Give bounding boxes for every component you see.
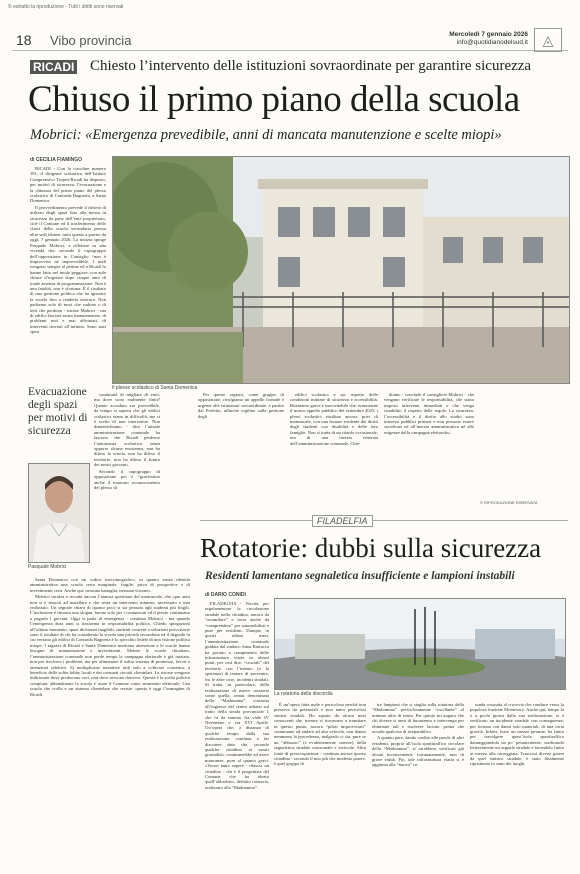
article2-column-4 bbox=[470, 702, 564, 863]
section-title: Vibo provincia bbox=[50, 33, 132, 48]
article1-headline: Chiuso il primo piano della scuola bbox=[28, 79, 520, 120]
article2-byline: di DARIO CONIDI bbox=[205, 592, 246, 598]
article2-headline: Rotatorie: dubbi sulla sicurezza bbox=[200, 533, 542, 563]
article1-column-6 bbox=[384, 392, 474, 508]
newspaper-logo-icon: ◬ bbox=[534, 28, 562, 52]
paragraph: FILADELFIA - Novità, per regolamentare la circolazione stradale nella cittadina, ancora da “assimilare” e forse anche da “comprendere” per automobilisti e pure per residenti. Dunque, in questi ultimi mesi, l’amministrazione comunale guidata dal sindaco Anna Bartucca ha portato a compimento delle infrastrutture viarie in alcuni punti, per così dire, “cruciali” del territorio con l’intento (o la speranza) di tentare di prevenire, fra le altre cose, incidenti stradali. Si tratta, in particolare, della realizzazione di nuove rotatorie come quella, ormai denominata della “Madonnina”, costruita all’ingresso del centro urbano sul tratto della strada provinciale 1 che fa da innesto fra viale IV Novembre e via XVI Aprile. Un’opera che, a distanza di qualche tempo dalla sua realizzazione, continua a far discutere dato che, secondo qualche cittadino ai nostri giornalisti, continuerebbe ad avere mancanze, pure al quanto gravi. «Vorrei tanto sapere - rilascia un cittadino - chi è il progettista del Comune che ha ideato quell’obbrobrio, definito rotatoria, realizzato alla “Madonnina”. bbox=[205, 601, 269, 790]
article1-column-2 bbox=[94, 392, 160, 574]
article1-column-1 bbox=[30, 166, 106, 382]
paragraph: edifici scolastici e sui rispetto delle condizioni minime di sicurezza e accessibilità. Riteniamo grave e inaccettabile che, nonostante il nostro appello pubblico del settembre 2025, i plessi scolastici risultino ancora privi di montascale, con una lesione evidente dei diritti degli studenti con disabilità e delle loro famiglie. Non si tratta di un ritardo occasionale, ma di una inerzia reiterata dell’amministrazione comunale. Chie- bbox=[290, 392, 378, 446]
article1-column-3 bbox=[30, 577, 190, 867]
paragraph: diamo - conclude il consigliere Mobrici - che vengano verificate le responsabilità, che siano imposti interventi immediati e che venga ristabilito il rispetto delle regole. La sicurezza, l’accessibilità e il diritto allo studio sono interessi pubblici primari e non possono essere sacrificati né all’inerzia amministrativa né alle esigenze della campagna elettorale». bbox=[384, 392, 474, 435]
person-portrait-icon bbox=[29, 464, 89, 562]
article1-subheadline: Mobrici: «Emergenza prevedibile, anni di mancata manutenzione e scelte miopi» bbox=[30, 127, 502, 143]
article2-column-1 bbox=[205, 601, 269, 863]
article1-column-5 bbox=[290, 392, 378, 508]
article2-column-2 bbox=[274, 702, 366, 863]
article1-overline: Chiesto l’intervento delle istituzioni sovraordinate per garantire sicurezza bbox=[90, 58, 532, 74]
article2-kicker: FILADELFIA bbox=[312, 515, 373, 527]
issue-date: Mercoledì 7 gennaio 2026 bbox=[449, 31, 528, 38]
article2-subheadline: Residenti lamentano segnaletica insufficiente e lampioni instabili bbox=[205, 570, 515, 582]
roundabout-illustration bbox=[275, 599, 565, 689]
paragraph: continuità di migliaia di euro, ma dove sono realmente finiti? Quanto accaduto era prevedibile, da tempo si sapeva che gli edifici scolastici erano in difficoltà, ma si è scelto di non intervenire. Non dimentichiamo - dice l’attuale amministrazione comunale ha lasciato che Ricadi perdesse l’autonomia scolastica senza opporre alcuna resistenza, non ha difeso la scuola, non ha difeso il territorio, non ha difeso il futuro dei nostri giovani». bbox=[94, 392, 160, 468]
paragraph: Mobrici incalza e ricorda ancora l’annosa questione del montascale, che «per anni non si è riusciti ad installare e che resta un intervento minimo, necessario e mai realizzato. Un segnale chiaro di quanto poco si sia pensato agli studenti più fragili. L’inclusione è rimasta uno slogan, buono solo per i comunicati ed il presto continuano a pagarlo i giovani. Oggi si parla di emergenza - continua Mobrici - ma quando l’emergenza dura anni si trasforma in responsabilità politica. Chiedo spiegazioni all’ultimo momento, spazi dichiarati inagibili, studenti costretti a soluzioni provvisorie sono il risultato di chi ha considerato la scuola una priorità secondaria ed il degrado in cui versano gli edifici di Contrada Bagnería è lo specchio fedele di una visione politica miope. I ragazzi di Ricadi e Santa Domenica meritano attenzione e le scuole hanno bisogno di manutenzione e investimenti. Mentre le scuole chiudono, l’amministrazione comunale non perde tempo la campagna elettorale è già iniziata, non per risolvere i problemi, ma per alimentare il solito sistema di promesse, favori e attenzioni selettive. Si moltiplicano iniziative utili solo a coltivare consenso, a beneficio delle solite lobby locali e dei consueti circuiti clientelari. Le risorse vengono indirizzate dove producono voti, non dove servono davvero. Questa è la scelta politica compiuta: abbandonare la scuola e usare il Comune come strumento elettorale. Una scuola che crolla e un sistema clientelare che resiste: questa è oggi l’immagine di Ricadi. bbox=[30, 594, 190, 697]
paragraph: RICADI - Con la circolare numero 181, il dirigente scolastico dell’Istituto Comprensivo Tropea-Ricadi ha disposto, per motivi di sicurezza, l’evacuazione e la chiusura del primo piano del plesso scolastico di Contrada Bagnería, a Santa Domenica. bbox=[30, 166, 106, 204]
masthead-date-block bbox=[449, 31, 528, 47]
pull-quote: Evacuazione degli spazi per motivi di sicurezza bbox=[28, 386, 88, 437]
paragraph: tre lampioni che si staglia sulla rotatoria della “Madonnina” pericolosamente “oscillante” al minimo alito di vento. Per questo mi auguro che chi dovere si armi di buonsenso e intervenga per eliminare tali e risolvere lacune, prima che accada qualcosa di irreparabile». bbox=[372, 702, 464, 735]
article2-divider bbox=[200, 520, 568, 521]
portrait-photo bbox=[28, 463, 90, 563]
paragraph: Secondo il capogruppo di opposizione poi è “gravissimo anche il mancato riconoscimento del plesso di bbox=[94, 468, 160, 490]
article1-byline: di CECILIA FIAMINGO bbox=[30, 157, 83, 163]
roundabout-photo bbox=[274, 598, 566, 690]
paragraph: È un’opera fatta male e pericolosa perché non preserva da potenziali e non tanto pericolosi sinistri stradali. Ho saputo da alcuni miei conoscenti che, mentre si trovavano a transitare in questo punto, ancora “piloti improvvisati” continuano ad andare ad alta velocità, non danno nemmeno la precedenza, malgrado ci sia, pure se un “abbozzo” (e evidentemente carente), della segnaletica stradale orizzontale e verticale. Altra fonte di preoccupazione - continua ancora questo cittadino - secondo il mio più che modesto parere, è quel gruppo di bbox=[274, 702, 366, 767]
article2-column-3 bbox=[372, 702, 464, 863]
paragraph: Il provvedimento prevede il divieto di utilizzo degli spazi fino alla messa in sicurezza da parte dell’ente proprietario, cioè il Comune ed il trasferimento delle classi della scuola secondaria presso altre sedi idonee, tutto questo a partire da oggi, 7 gennaio 2026. La notizia spinge Pasquale Mobrici, a riflettere su una vicenda che, secondo il capogruppo dell’opposizione in Consiglio “non è improvvisa né imprevedibile. I nodi vengono sempre al pettine ed a Ricadi lo hanno fatto nel modo peggiore: con aule chiuse d’urgenza dopo cinque anni di totale assenza di programmazione. Non è una fatalità, non è sfortuna. È il risultato di una gestione politica che ha ignorato la scuola fino a renderla insicura. Non parliamo solo di muri che cadono o di tetti che perdono - insiste Mobrici - ma di edifici lasciati senza manutenzione, di problemi noti e mai affrontati, di interventi rinviati all’infinito. Sono stati spesi bbox=[30, 204, 106, 335]
paragraph: A quanto pare, dando credito alle parole di altri residenti, proprio all’isola spartitraffico circolare della “Madonnina”, si sarebbero verificati già alcuni inconvenienti, fortunatamente, non di grave entità. Poi, tale infrastruttura viaria si è aggiunta alla “nuova” ro- bbox=[372, 735, 464, 768]
copyright-credit: © RIPRODUZIONE RISERVATA bbox=[480, 500, 538, 505]
copyright-note: © estratto la riproduzione - Tutti i diritti sono riservati bbox=[8, 4, 124, 10]
article1-kicker: RICADI bbox=[30, 60, 77, 74]
portrait-caption: Pasquale Mobrici bbox=[28, 564, 67, 570]
page-number: 18 bbox=[16, 32, 32, 48]
roundabout-caption: La rotatoria della discordia bbox=[274, 691, 333, 697]
contact-email: info@quotidianodelsud.it bbox=[456, 39, 528, 46]
paragraph: tonda costruita al crocevia che conduce verso la popolosa frazione Montesoro. Anche qui, tempo fa e a pochi giorni dalla sua realizzazione, si è verificato un incidente stradale con conseguenze, per fortuna con danni solo materiali, di una certa gravità. Infatti, forse un mezzo pesante, ha finito per travolgere quest’isola spartitraffico danneggiandola un po’ pesantemente, sradicando letteralmente un segnale stradale e facendolo finire in mezzo alla carreggiata. Trascorsi diversi giorni da quel sinistro stradale, è stato finalmente ripristinato lo stato dei luoghi. bbox=[470, 702, 564, 767]
article1-column-4 bbox=[198, 392, 284, 508]
paragraph: Santa Domenica con un codice meccanografico, in quanto senza identità amministrativa una scuola resta marginale, fragile, priva di prospettive e di investimenti certi. Anche qui: nessuna battaglia, nessuna visione». bbox=[30, 577, 190, 593]
paragraph: Per queste ragioni, come gruppo di opposizione, rivolgiamo un appello formale e urgente alle istituzioni sovraordinate, a partire dal Prefetto, affinché vigilino sulla gestione degli bbox=[198, 392, 284, 419]
photo-caption: Il plesso scolastico di Santa Domenica bbox=[112, 385, 198, 391]
school-building-photo bbox=[112, 156, 570, 384]
school-photo-illustration bbox=[113, 157, 569, 383]
